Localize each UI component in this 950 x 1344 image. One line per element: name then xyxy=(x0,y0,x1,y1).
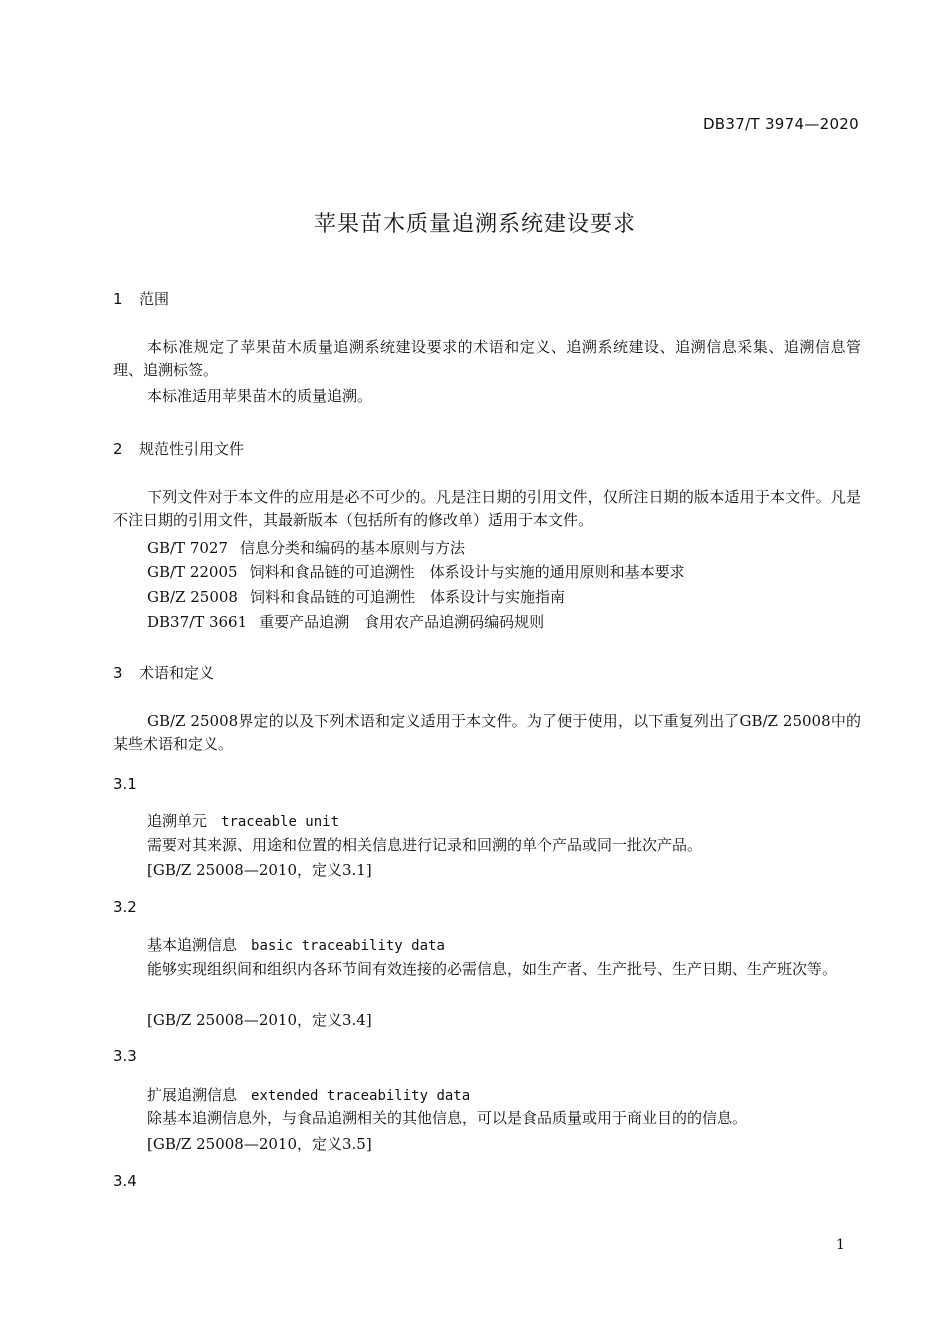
terms-intro: GB/Z 25008界定的以及下列术语和定义适用于本文件。为了便于使用，以下重复列出了GB/Z 25008中的某些术语和定义。 xyxy=(113,712,861,753)
clause-number: 3.3 xyxy=(113,1047,137,1065)
term-en: extended traceability data xyxy=(251,1088,471,1104)
term-zh: 基本追溯信息 xyxy=(147,936,238,954)
reference-item xyxy=(147,611,544,632)
term-definition: 需要对其来源、用途和位置的相关信息进行记录和回溯的单个产品或同一批次产品。 xyxy=(147,836,703,854)
standard-code: DB37/T 3974—2020 xyxy=(702,115,859,133)
document-title: 苹果苗木质量追溯系统建设要求 xyxy=(313,212,636,237)
term-definition: 能够实现组织间和组织内各环节间有效连接的必需信息，如生产者、生产批号、生产日期、生产班次等。 xyxy=(147,960,838,978)
term-source: [GB/Z 25008—2010，定义3.1] xyxy=(147,861,372,879)
section-number: 2 xyxy=(113,440,123,458)
page-number: 1 xyxy=(836,1237,845,1253)
reference-code: DB37/T 3661 xyxy=(147,613,248,631)
reference-title: 饲料和食品链的可追溯性 体系设计与实施的通用原则和基本要求 xyxy=(249,563,685,581)
reference-item xyxy=(147,586,565,607)
term-zh: 扩展追溯信息 xyxy=(147,1086,238,1104)
term-source: [GB/Z 25008—2010，定义3.5] xyxy=(147,1135,372,1153)
scope-paragraph: 本标准适用苹果苗木的质量追溯。 xyxy=(147,387,373,405)
term-zh: 追溯单元 xyxy=(147,812,208,830)
term-heading xyxy=(147,810,339,831)
reference-code: GB/T 7027 xyxy=(147,539,229,557)
section-3-heading xyxy=(113,662,214,683)
term-en: traceable unit xyxy=(221,814,340,830)
reference-item xyxy=(147,537,465,558)
term-en: basic traceability data xyxy=(251,938,445,954)
reference-title: 信息分类和编码的基本原则与方法 xyxy=(240,539,466,557)
term-source: [GB/Z 25008—2010，定义3.4] xyxy=(147,1011,372,1029)
section-title: 规范性引用文件 xyxy=(139,440,245,458)
term-heading xyxy=(147,1084,470,1105)
clause-number: 3.1 xyxy=(113,775,137,793)
section-1-heading xyxy=(113,288,169,309)
section-title: 范围 xyxy=(139,290,170,308)
reference-code: GB/Z 25008 xyxy=(147,588,238,606)
clause-number: 3.2 xyxy=(113,898,137,916)
reference-item xyxy=(147,561,685,582)
section-number: 3 xyxy=(113,664,123,682)
term-heading xyxy=(147,934,445,955)
section-title: 术语和定义 xyxy=(139,664,215,682)
section-2-heading xyxy=(113,438,244,459)
reference-code: GB/T 22005 xyxy=(147,563,238,581)
normative-intro: 下列文件对于本文件的应用是必不可少的。凡是注日期的引用文件，仅所注日期的版本适用于本文件。凡是不注日期的引用文件，其最新版本（包括所有的修改单）适用于本文件。 xyxy=(113,488,861,529)
term-definition: 除基本追溯信息外，与食品追溯相关的其他信息，可以是食品质量或用于商业目的的信息。 xyxy=(147,1109,748,1127)
clause-number: 3.4 xyxy=(113,1172,137,1190)
reference-title: 饲料和食品链的可追溯性 体系设计与实施指南 xyxy=(249,588,565,606)
reference-title: 重要产品追溯 食用农产品追溯码编码规则 xyxy=(259,613,545,631)
section-number: 1 xyxy=(113,290,123,308)
scope-paragraph: 本标准规定了苹果苗木质量追溯系统建设要求的术语和定义、追溯系统建设、追溯信息采集、追溯信息管理、追溯标签。 xyxy=(113,338,861,379)
